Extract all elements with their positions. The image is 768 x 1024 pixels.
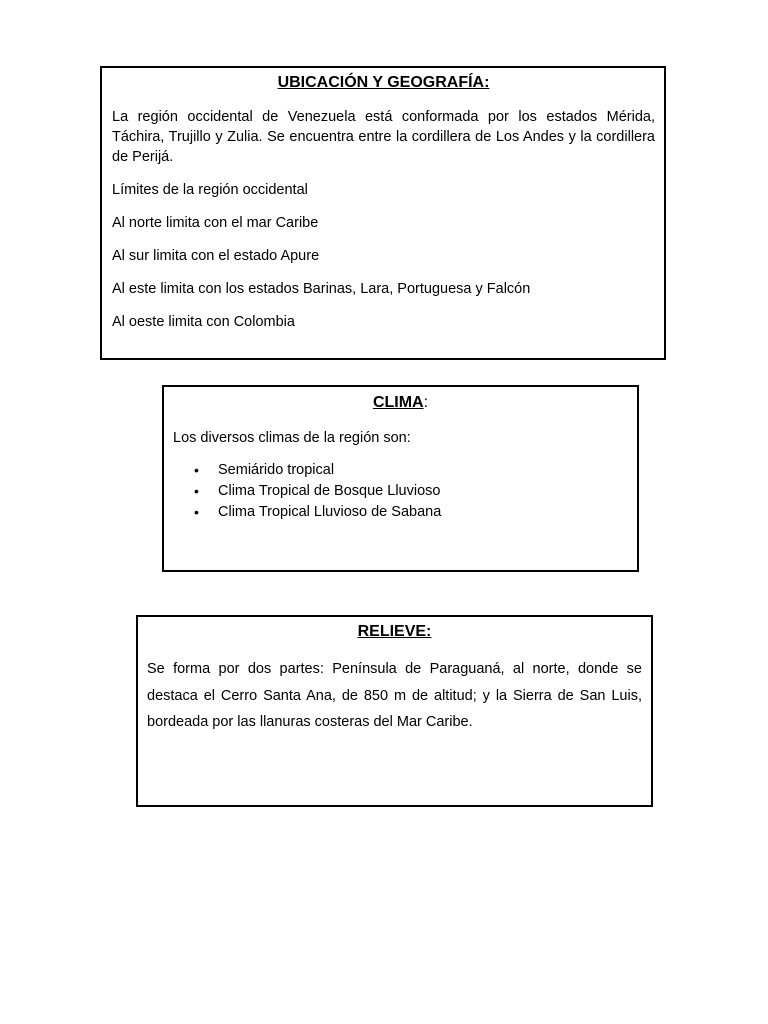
ubicacion-title: [112, 73, 655, 93]
ubicacion-section: [100, 66, 666, 360]
bullet-icon: •: [194, 504, 199, 520]
list-item-text: Semiárido tropical: [218, 462, 335, 478]
clima-section: [162, 385, 639, 572]
ubicacion-title-text: UBICACIÓN Y GEOGRAFÍA:: [277, 74, 490, 91]
ubicacion-intro: La región occidental de Venezuela está conformada por los estados Mérida, Táchira, Trujillo y Zulia. Se encuentra entre la cordillera de Los Andes y la cordillera de Perijá.: [112, 109, 655, 165]
limits-title: Límites de la región occidental: [112, 182, 308, 198]
list-item: [173, 502, 628, 523]
clima-title: [173, 393, 628, 413]
clima-intro: Los diversos climas de la región son:: [173, 430, 411, 446]
limit-south: Al sur limita con el estado Apure: [112, 248, 320, 264]
relieve-title-text: RELIEVE:: [357, 623, 432, 640]
clima-list: [173, 460, 628, 523]
limit-west: Al oeste limita con Colombia: [112, 314, 295, 330]
relieve-section: [136, 615, 653, 807]
relieve-text: Se forma por dos partes: Península de Paraguaná, al norte, donde se destaca el Cerro Santa Ana, de 850 m de altitud; y la Sierra de San Luis, bordeada por las llanuras costeras del Mar Caribe.: [147, 661, 642, 730]
list-item-text: Clima Tropical Lluvioso de Sabana: [218, 504, 442, 520]
clima-title-colon: :: [423, 394, 429, 411]
limit-north: Al norte limita con el mar Caribe: [112, 215, 319, 231]
list-item: [173, 481, 628, 502]
relieve-title: [147, 622, 642, 642]
limit-east: Al este limita con los estados Barinas, Lara, Portuguesa y Falcón: [112, 281, 531, 297]
list-item: [173, 460, 628, 481]
clima-title-text: CLIMA: [372, 394, 424, 411]
bullet-icon: •: [194, 483, 199, 499]
list-item-text: Clima Tropical de Bosque Lluvioso: [218, 483, 441, 499]
bullet-icon: •: [194, 462, 199, 478]
